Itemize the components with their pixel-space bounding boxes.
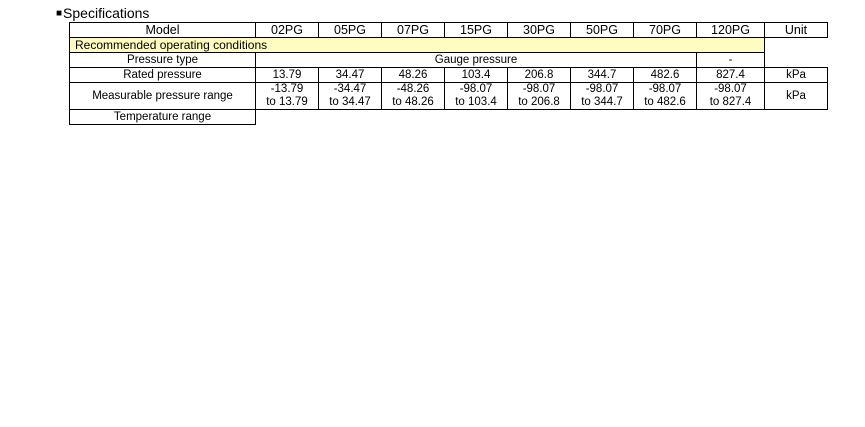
model-cell: 50PG bbox=[571, 23, 634, 38]
section-row bbox=[70, 38, 828, 53]
range-high: to 48.26 bbox=[392, 96, 434, 108]
range-cell bbox=[256, 83, 319, 110]
row-label: Pressure type bbox=[70, 53, 256, 68]
row-value: 206.8 bbox=[508, 68, 571, 83]
row-value: 48.26 bbox=[382, 68, 445, 83]
range-cell bbox=[382, 83, 445, 110]
range-low: -13.79 bbox=[270, 83, 304, 95]
title-text: Specifications bbox=[63, 5, 150, 21]
range-low: -98.07 bbox=[585, 83, 619, 95]
range-high: to 34.47 bbox=[329, 96, 371, 108]
range-cell bbox=[445, 83, 508, 110]
row-value: Gauge pressure bbox=[256, 53, 697, 68]
row-label: Temperature range bbox=[70, 110, 256, 125]
specifications-title bbox=[56, 5, 149, 21]
range-high: to 206.8 bbox=[518, 96, 560, 108]
model-cell: 30PG bbox=[508, 23, 571, 38]
unit-header: Unit bbox=[765, 23, 828, 38]
model-cell: 07PG bbox=[382, 23, 445, 38]
row-label: Measurable pressure range bbox=[70, 83, 256, 110]
range-low: -34.47 bbox=[333, 83, 367, 95]
model-header: Model bbox=[70, 23, 256, 38]
range-cell bbox=[697, 83, 765, 110]
range-cell bbox=[571, 83, 634, 110]
range-cell bbox=[508, 83, 571, 110]
model-cell: 02PG bbox=[256, 23, 319, 38]
range-high: to 482.6 bbox=[644, 96, 686, 108]
table-row bbox=[70, 53, 828, 68]
section-recommended: Recommended operating conditions bbox=[70, 38, 765, 53]
row-unit: kPa bbox=[765, 68, 828, 83]
range-low: -98.07 bbox=[522, 83, 556, 95]
range-cell bbox=[634, 83, 697, 110]
model-cell: 05PG bbox=[319, 23, 382, 38]
row-value: 482.6 bbox=[634, 68, 697, 83]
range-low: -48.26 bbox=[396, 83, 430, 95]
range-high: to 13.79 bbox=[266, 96, 308, 108]
specifications-table bbox=[69, 22, 828, 125]
table-row bbox=[70, 68, 828, 83]
row-value: 34.47 bbox=[319, 68, 382, 83]
range-high: to 103.4 bbox=[455, 96, 497, 108]
model-cell: 120PG bbox=[697, 23, 765, 38]
range-cell bbox=[319, 83, 382, 110]
range-low: -98.07 bbox=[459, 83, 493, 95]
row-unit: kPa bbox=[765, 83, 828, 110]
row-unit: - bbox=[697, 53, 765, 68]
model-cell: 70PG bbox=[634, 23, 697, 38]
range-high: to 344.7 bbox=[581, 96, 623, 108]
range-high: to 827.4 bbox=[709, 96, 752, 108]
range-low: -98.07 bbox=[714, 83, 747, 95]
row-value: 344.7 bbox=[571, 68, 634, 83]
model-cell: 15PG bbox=[445, 23, 508, 38]
square-bullet-icon: ■ bbox=[56, 8, 63, 19]
row-value: 827.4 bbox=[697, 68, 765, 83]
header-row bbox=[70, 23, 828, 38]
row-value: 13.79 bbox=[256, 68, 319, 83]
table-row bbox=[70, 83, 828, 110]
row-value: 103.4 bbox=[445, 68, 508, 83]
range-low: -98.07 bbox=[648, 83, 682, 95]
row-label: Rated pressure bbox=[70, 68, 256, 83]
table-row bbox=[70, 110, 828, 125]
